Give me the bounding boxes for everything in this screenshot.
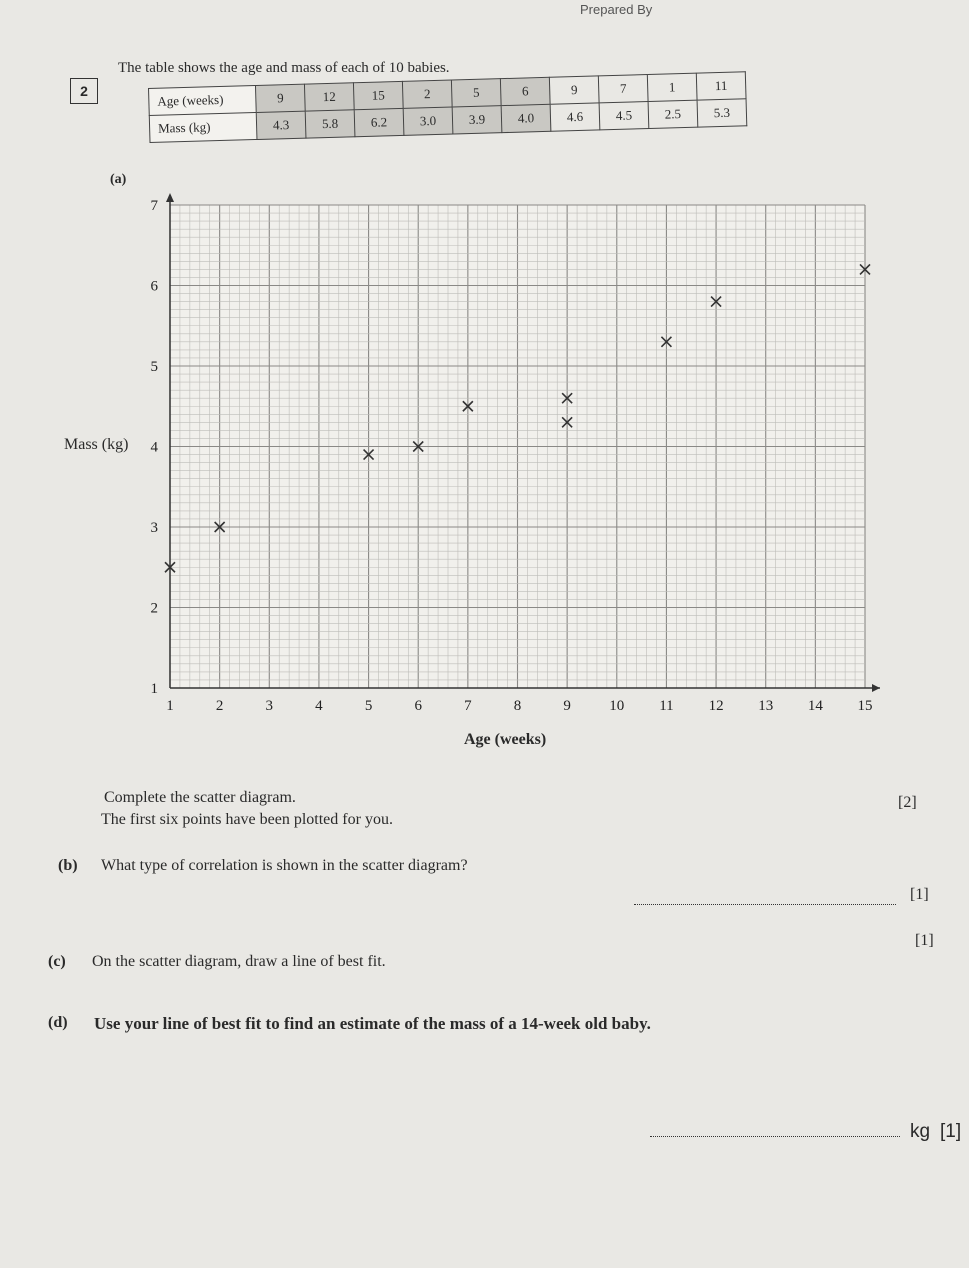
y-tick-label: 2 [150,600,158,617]
part-d-marks: [1] [940,1121,962,1142]
part-a-marks: [2] [898,794,917,811]
part-c-label: (c) [48,953,66,970]
y-tick-label: 1 [150,681,158,697]
x-tick-label: 4 [315,698,323,714]
part-c-question: On the scatter diagram, draw a line of best fit. [92,953,386,970]
age-cell: 6 [500,77,550,105]
x-tick-label: 2 [215,698,224,714]
x-tick-label: 7 [464,698,472,714]
question-number: 2 [70,78,98,104]
age-cell: 11 [696,72,746,100]
x-tick-label: 10 [609,698,625,714]
x-tick-label: 13 [758,698,774,714]
mass-cell: 6.2 [354,108,404,136]
x-tick-label: 11 [659,698,674,714]
x-tick-label: 1 [166,698,174,714]
y-tick-label: 7 [150,198,158,214]
mass-cell: 3.0 [403,107,453,135]
part-d-question: Use your line of best fit to find an estimate of the mass of a 14-week old baby. [94,1014,651,1033]
data-table [148,71,747,143]
part-b-question: What type of correlation is shown in the scatter diagram? [101,857,468,874]
part-d-label: (d) [48,1014,68,1031]
part-a-label: (a) [110,172,127,187]
x-tick-label: 6 [414,698,422,714]
x-tick-label: 15 [857,698,873,714]
part-a-instruction: Complete the scatter diagram. [104,789,296,806]
part-d-unit: kg [910,1121,931,1142]
y-tick-label: 5 [150,359,158,375]
mass-cell: 5.8 [305,110,355,138]
mass-cell: 4.5 [599,102,649,130]
x-tick-label: 8 [513,698,522,714]
scatter-diagram[interactable] [140,180,880,730]
y-tick-label: 3 [150,520,158,536]
mass-cell: 4.3 [256,111,306,139]
mass-cell: 4.6 [550,103,600,131]
mass-cell: 5.3 [697,99,747,127]
mass-cell: 4.0 [501,104,551,132]
row-label: Age (weeks) [149,85,257,115]
x-axis-label: Age (weeks) [464,731,547,748]
age-cell: 9 [549,76,599,104]
part-b-label: (b) [58,857,78,874]
part-a-note: The first six points have been plotted for you. [101,811,393,828]
row-label: Mass (kg) [149,112,257,142]
age-cell: 9 [255,84,305,112]
x-tick-label: 9 [563,698,571,714]
age-cell: 12 [304,83,354,111]
x-tick-label: 5 [364,698,373,714]
question-intro: The table shows the age and mass of each of 10 babies. [118,60,450,76]
part-c-marks: [1] [915,932,934,949]
x-axis-arrow-icon [872,684,880,692]
age-cell: 5 [451,79,501,107]
part-d-answer-line[interactable] [650,1124,900,1137]
age-cell: 1 [647,73,697,101]
age-cell: 2 [402,80,452,108]
x-tick-label: 14 [807,698,823,714]
part-b-marks: [1] [910,886,929,903]
age-cell: 15 [353,81,403,109]
y-tick-label: 4 [150,439,158,456]
x-tick-label: 12 [708,698,724,714]
y-axis-arrow-icon [166,193,174,202]
age-cell: 7 [598,75,648,103]
x-tick-label: 3 [265,698,274,714]
y-axis-label: Mass (kg) [64,436,129,453]
mass-cell: 2.5 [648,100,698,128]
part-b-answer-line[interactable] [634,890,896,905]
y-tick-label: 6 [150,278,158,295]
mass-cell: 3.9 [452,106,502,134]
prepared-by-header: Prepared By [580,2,653,17]
